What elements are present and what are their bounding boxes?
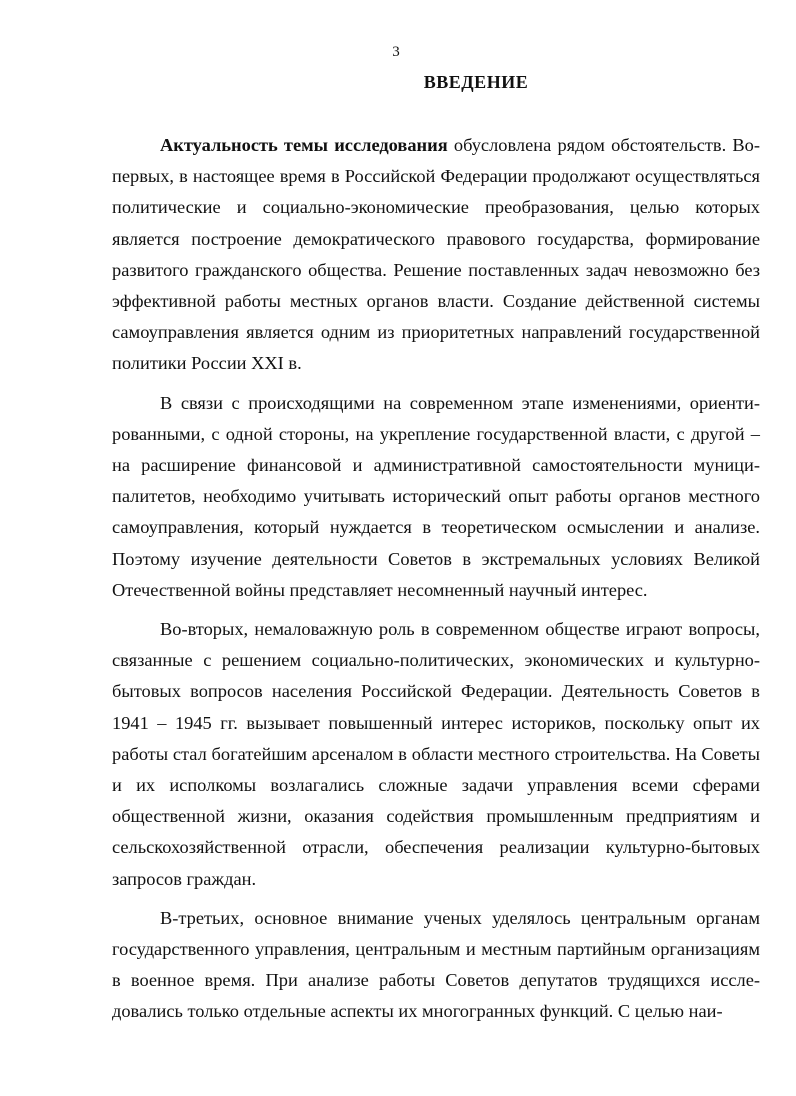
paragraph-context <box>112 388 760 606</box>
paragraph-text: В связи с происходящими на современном этапе изменениями, ориентированными, с одной стороны, на укрепление государственной власти, с другой – на расширение финансовой и административной самостоятельности муниципалитетов, необходимо учитывать исторический опыт работы органов местного самоуправления, который нуждается в теоретическом осмыслении и анализе. Поэтому изучение деятельности Советов в экстремальных условиях Великой Отечественной войны представляет несомненный научный интерес. <box>112 392 760 600</box>
page-number: 3 <box>392 44 400 60</box>
paragraph-text: обусловлена рядом обстоятельств. Во-первых, в настоящее время в Российской Федерации продолжают осуществляться политические и социально-экономические преобразования, целью которых является построение демократического правового государства, формирование развитого гражданского общества. Решение поставленных задач невозможно без эффективной работы местных органов власти. Создание действенной системы самоуправления является одним из приоритетных направлений государственной политики России XXI в. <box>112 135 760 374</box>
paragraph-text: В-третьих, основное внимание ученых уделялось центральным органам государственного управления, центральным и местным партийным организациям в военное время. При анализе работы Советов депутатов трудящихся исследовались только отдельные аспекты их многогранных функций. С целью наи- <box>112 907 760 1022</box>
paragraph-bold-lead: Актуальность темы исследования <box>160 135 448 155</box>
paragraph-text: Во-вторых, немаловажную роль в современном обществе играют вопросы, связанные с решением социально-политических, экономических и культурно-бытовых вопросов населения Российской Федерации. Деятельность Советов в 1941 – 1945 гг. вызывает повышенный интерес историков, поскольку опыт их работы стал богатейшим арсеналом в области местного строительства. На Советы и их исполкомы возлагались сложные задачи управления всеми сферами общественной жизни, оказания содействия промышленным предприятиям и сельскохозяйственной отрасли, обеспечения реализации культурно-бытовых запросов граждан. <box>112 619 760 889</box>
paragraph-third-reason <box>112 903 760 1028</box>
paragraph-relevance <box>112 130 760 380</box>
section-heading: ВВЕДЕНИЕ <box>423 72 529 92</box>
body-text <box>112 130 760 1036</box>
paragraph-second-reason <box>112 614 760 895</box>
